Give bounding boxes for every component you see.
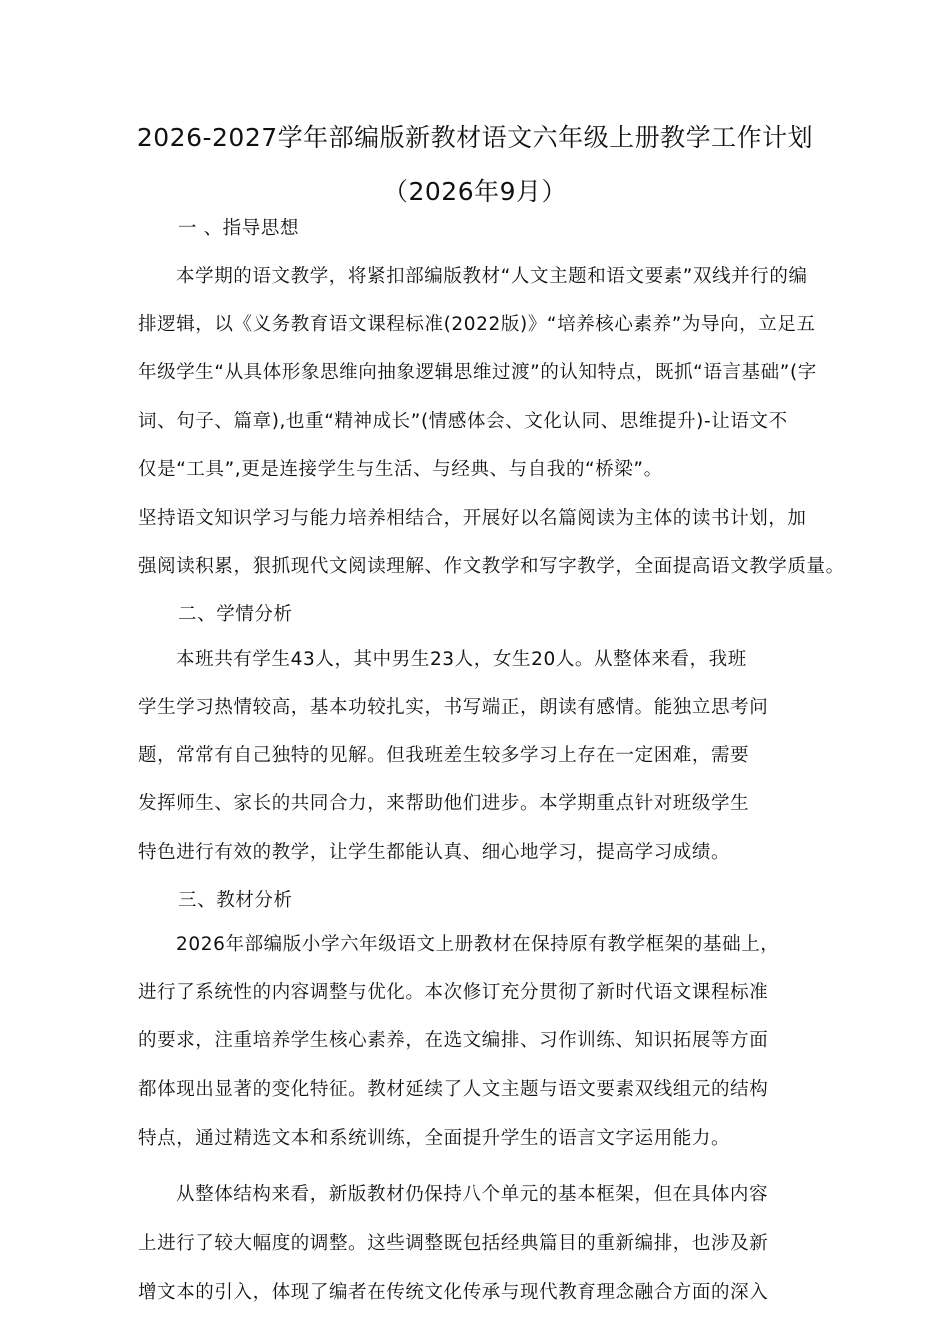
section-heading: 三、教材分析 — [178, 890, 293, 911]
paragraph-line: 仅是“工具”,更是连接学生与生活、与经典、与自我的“桥梁”。 — [138, 459, 663, 480]
paragraph-line: 年级学生“从具体形象思维向抽象逻辑思维过渡”的认知特点，既抓“语言基础”(字 — [138, 362, 817, 383]
section-heading: 二、学情分析 — [178, 604, 293, 625]
paragraph-line: 2026年部编版小学六年级语文上册教材在保持原有教学框架的基础上， — [176, 934, 780, 955]
paragraph-line: 都体现出显著的变化特征。教材延续了人文主题与语文要素双线组元的结构 — [138, 1079, 769, 1100]
section-heading: 一 、指导思想 — [178, 218, 300, 239]
paragraph-line: 发挥师生、家长的共同合力，来帮助他们进步。本学期重点针对班级学生 — [138, 793, 750, 814]
paragraph-line: 本学期的语文教学，将紧扣部编版教材“人文主题和语文要素”双线并行的编 — [176, 266, 808, 287]
document-date: （2026年9月） — [382, 177, 568, 206]
paragraph-line: 上进行了较大幅度的调整。这些调整既包括经典篇目的重新编排，也涉及新 — [138, 1233, 769, 1254]
paragraph-line: 词、句子、篇章),也重“精神成长”(情感体会、文化认同、思维提升)-让语文不 — [138, 411, 788, 432]
paragraph-line: 特色进行有效的教学，让学生都能认真、细心地学习，提高学习成绩。 — [138, 842, 731, 863]
paragraph-line: 坚持语文知识学习与能力培养相结合，开展好以名篇阅读为主体的读书计划，加 — [138, 508, 807, 529]
paragraph-line: 的要求，注重培养学生核心素养，在选文编排、习作训练、知识拓展等方面 — [138, 1030, 769, 1051]
document-title: 2026-2027学年部编版新教材语文六年级上册教学工作计划 — [136, 123, 814, 152]
paragraph-line: 排逻辑，以《义务教育语文课程标准(2022版)》“培养核心素养”为导向，立足五 — [138, 314, 816, 335]
paragraph-line: 特点，通过精选文本和系统训练，全面提升学生的语言文字运用能力。 — [138, 1128, 731, 1149]
paragraph-line: 题，常常有自己独特的见解。但我班差生较多学习上存在一定困难，需要 — [138, 745, 750, 766]
paragraph-line: 从整体结构来看，新版教材仍保持八个单元的基本框架，但在具体内容 — [176, 1184, 769, 1205]
paragraph-line: 增文本的引入，体现了编者在传统文化传承与现代教育理念融合方面的深入 — [138, 1282, 769, 1303]
paragraph-line: 本班共有学生43人，其中男生23人，女生20人。从整体来看，我班 — [176, 649, 747, 670]
paragraph-line: 学生学习热情较高，基本功较扎实，书写端正，朗读有感情。能独立思考问 — [138, 697, 769, 718]
paragraph-line: 强阅读积累，狠抓现代文阅读理解、作文教学和写字教学，全面提高语文教学质量。 — [138, 556, 845, 577]
paragraph-line: 进行了系统性的内容调整与优化。本次修订充分贯彻了新时代语文课程标准 — [138, 982, 769, 1003]
